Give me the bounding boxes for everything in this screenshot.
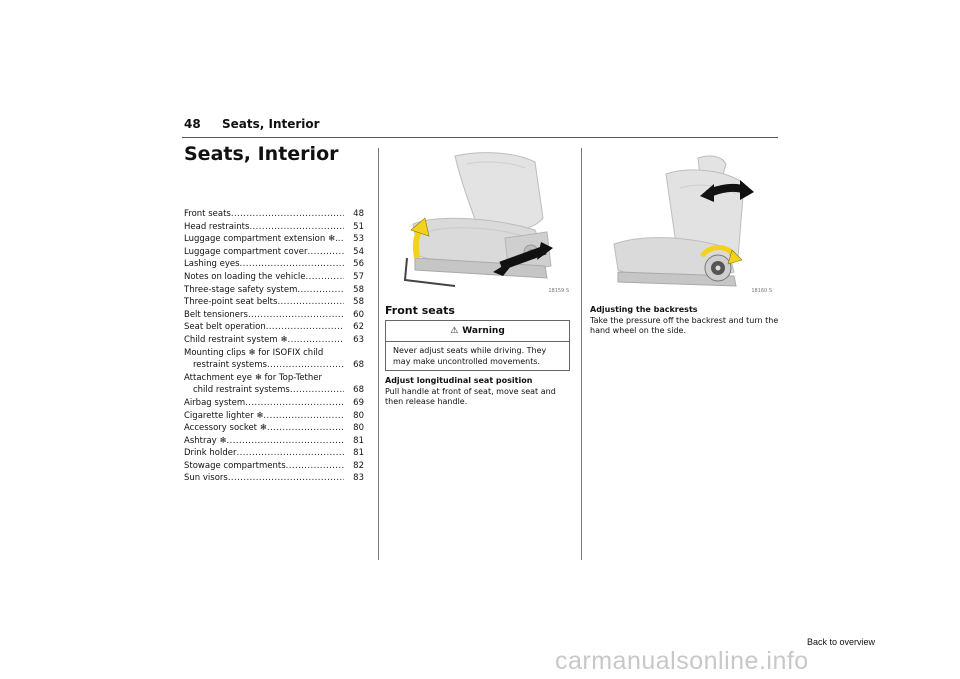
- toc-page-number: 51: [353, 221, 364, 232]
- running-header-title: Seats, Interior: [222, 117, 320, 131]
- toc-leader-dots: [305, 271, 344, 284]
- toc-page-number: 80: [353, 423, 364, 434]
- toc-item-label: Sun visors: [184, 473, 228, 484]
- toc-item-label: Mounting clips ❄ for ISOFIX child: [184, 347, 324, 358]
- toc-leader-dots: [277, 296, 344, 309]
- warning-label: Warning: [462, 326, 505, 336]
- toc-leader-dots: [307, 246, 344, 259]
- toc-page-number: 60: [353, 309, 364, 320]
- toc-item-label: Front seats: [184, 209, 231, 219]
- toc-page-number: 56: [353, 259, 364, 270]
- warning-icon: ⚠: [450, 326, 459, 336]
- toc-item[interactable]: [184, 221, 364, 234]
- toc-item[interactable]: [184, 321, 364, 334]
- toc-page-number: 83: [353, 473, 364, 484]
- toc-leader-dots: [263, 410, 344, 423]
- backrest-instructions: [590, 305, 780, 337]
- page-number: 48: [184, 117, 201, 131]
- toc-leader-dots: [231, 208, 344, 221]
- toc-item-label: Three-stage safety system: [184, 284, 298, 295]
- header-rule: [182, 137, 778, 138]
- toc-item-label: Airbag system: [184, 397, 246, 408]
- toc-item-label: Child restraint system ❄: [184, 334, 288, 345]
- toc-page-number: 53: [353, 234, 364, 245]
- toc-item-sublabel: child restraint systems: [193, 385, 290, 396]
- toc-page-number: 58: [353, 284, 364, 295]
- toc-item-label: Seat belt operation: [184, 322, 266, 333]
- toc-item[interactable]: [184, 460, 364, 473]
- toc-item-label: Lashing eyes: [184, 259, 240, 270]
- toc-item[interactable]: [184, 233, 364, 246]
- toc-page-number: 48: [353, 209, 364, 219]
- toc-leader-dots: [228, 472, 344, 485]
- toc-leader-dots: [286, 460, 344, 473]
- toc-leader-dots: [297, 284, 344, 297]
- toc-item[interactable]: [184, 334, 364, 347]
- table-of-contents: [184, 208, 364, 485]
- chapter-title: Seats, Interior: [184, 143, 339, 165]
- toc-item[interactable]: [184, 372, 364, 385]
- toc-leader-dots: [266, 321, 344, 334]
- toc-item-continuation[interactable]: [184, 384, 364, 397]
- toc-item[interactable]: [184, 435, 364, 448]
- toc-item-continuation[interactable]: [184, 359, 364, 372]
- warning-text: Never adjust seats while driving. They may make uncontrolled movements.: [393, 346, 547, 366]
- toc-page-number: 68: [353, 385, 364, 396]
- toc-item[interactable]: [184, 284, 364, 297]
- paragraph-backrest: Take the pressure off the backrest and turn the hand wheel on the side.: [590, 315, 779, 335]
- seat-backrest-illustration: [588, 148, 778, 298]
- toc-leader-dots: [245, 397, 344, 410]
- toc-item-label: Attachment eye ❄ for Top-Tether: [184, 372, 322, 383]
- toc-item-label: Cigarette lighter ❄: [184, 410, 264, 421]
- paragraph-longitudinal: Pull handle at front of seat, move seat and then release handle.: [385, 386, 556, 406]
- toc-leader-dots: [267, 359, 344, 372]
- toc-leader-dots: [236, 447, 344, 460]
- toc-leader-dots: [249, 221, 344, 234]
- toc-page-number: 58: [353, 297, 364, 308]
- longitudinal-instructions: [385, 376, 575, 408]
- toc-page-number: 80: [353, 410, 364, 421]
- toc-page-number: 54: [353, 246, 364, 257]
- toc-item[interactable]: [184, 397, 364, 410]
- toc-item-label: Notes on loading the vehicle: [184, 271, 306, 282]
- toc-leader-dots: [290, 384, 344, 397]
- figure-seat-backrest: [588, 148, 778, 298]
- toc-item[interactable]: [184, 347, 364, 360]
- toc-page-number: 82: [353, 460, 364, 471]
- toc-item[interactable]: [184, 422, 364, 435]
- toc-leader-dots: [267, 422, 344, 435]
- toc-item[interactable]: [184, 246, 364, 259]
- column-divider-right: [581, 148, 582, 560]
- toc-page-number: 63: [353, 334, 364, 345]
- warning-box: [385, 320, 570, 371]
- toc-item-label: Ashtray ❄: [184, 435, 227, 446]
- toc-item[interactable]: [184, 271, 364, 284]
- toc-page-number: 57: [353, 271, 364, 282]
- toc-item-label: Belt tensioners: [184, 309, 248, 320]
- toc-item[interactable]: [184, 472, 364, 485]
- toc-item[interactable]: [184, 258, 364, 271]
- toc-page-number: 81: [353, 448, 364, 459]
- toc-leader-dots: [240, 258, 344, 271]
- seat-longitudinal-illustration: [385, 148, 575, 298]
- toc-item[interactable]: [184, 208, 364, 221]
- subheading-backrest: Adjusting the backrests: [590, 305, 698, 314]
- toc-item-label: Stowage compartments: [184, 460, 286, 471]
- toc-page-number: 69: [353, 397, 364, 408]
- toc-leader-dots: [227, 435, 344, 448]
- toc-item-label: Three-point seat belts: [184, 297, 278, 308]
- toc-item-sublabel: restraint systems: [193, 360, 267, 371]
- toc-leader-dots: [287, 334, 344, 347]
- figure-seat-longitudinal: [385, 148, 575, 298]
- section-title-front-seats: Front seats: [385, 304, 455, 317]
- figure-code: 18160 S: [751, 288, 772, 294]
- back-to-overview-link[interactable]: Back to overview: [807, 637, 876, 647]
- toc-page-number: 81: [353, 435, 364, 446]
- toc-item-label: Drink holder: [184, 448, 237, 459]
- toc-item[interactable]: [184, 309, 364, 322]
- toc-leader-dots: [248, 309, 344, 322]
- column-divider-left: [378, 148, 379, 560]
- toc-page-number: 62: [353, 322, 364, 333]
- toc-item[interactable]: [184, 410, 364, 423]
- watermark: carmanualsonline.info: [555, 647, 809, 675]
- toc-item-label: Luggage compartment cover: [184, 246, 308, 257]
- subheading-longitudinal: Adjust longitudinal seat position: [385, 376, 533, 385]
- toc-item-label: Head restraints: [184, 221, 250, 232]
- figure-code: 18159 S: [548, 288, 569, 294]
- toc-page-number: 68: [353, 360, 364, 371]
- warning-header: [386, 321, 569, 342]
- toc-item[interactable]: [184, 447, 364, 460]
- toc-item[interactable]: [184, 296, 364, 309]
- toc-item-label: Luggage compartment extension ❄.: [184, 234, 338, 245]
- toc-item-label: Accessory socket ❄: [184, 423, 267, 434]
